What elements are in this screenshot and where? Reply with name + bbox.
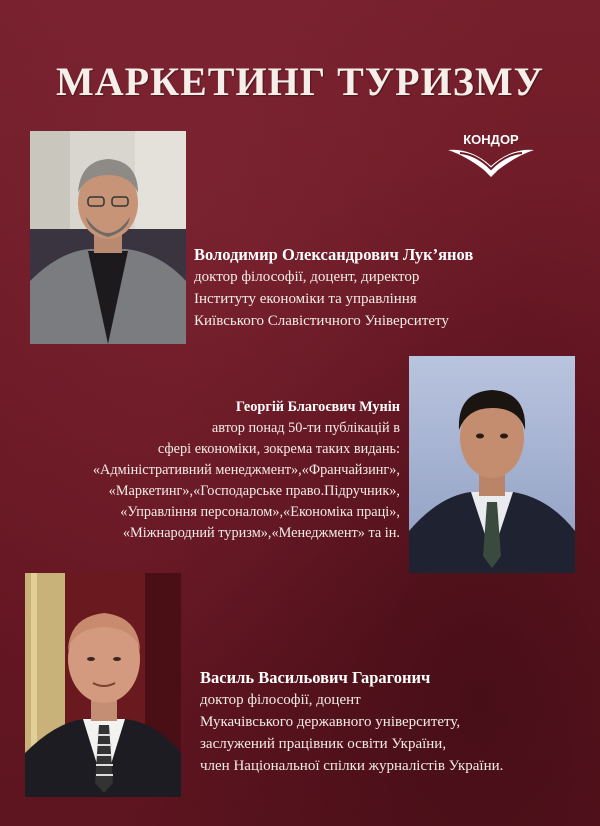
author-bio-line: доктор філософії, доцент	[200, 692, 361, 708]
author-bio-line: Київського Славістичного Університету	[194, 313, 449, 329]
author-photo-garagonych	[25, 573, 181, 797]
book-title: МАРКЕТИНГ ТУРИЗМУ	[56, 59, 544, 104]
author-bio-line: «Управління персоналом»,«Економіка праці»,	[120, 504, 400, 520]
author-bio-line: «Міжнародний туризм»,«Менеджмент» та ін.	[122, 525, 400, 541]
author-name: Георгій Благоєвич Мунін	[235, 399, 400, 415]
author-bio-line: «Маркетинг»,«Господарське право.Підручник»,	[108, 483, 400, 499]
author-bio-line: член Національної спілки журналістів України.	[200, 758, 504, 774]
author-bio-garagonych	[200, 667, 590, 777]
publisher-logo	[446, 132, 546, 180]
author-bio-line: Інституту економіки та управління	[194, 291, 417, 307]
author-bio-line: автор понад 50-ти публікацій в	[211, 420, 400, 436]
bird-wings-icon	[446, 144, 536, 178]
author-photo-lukianov	[30, 131, 186, 344]
author-name: Володимир Олександрович Лук’янов	[194, 245, 474, 264]
author-photo-munin	[409, 356, 575, 573]
author-name: Василь Васильович Гарагонич	[200, 668, 431, 687]
author-bio-munin	[20, 397, 400, 544]
publisher-name: КОНДОР	[463, 132, 519, 147]
author-bio-lukianov	[194, 244, 594, 332]
author-bio-line: заслужений працівник освіти України,	[200, 736, 447, 752]
author-bio-line: Мукачівського державного університету,	[200, 714, 461, 730]
author-bio-line: сфері економіки, зокрема таких видань:	[157, 441, 400, 457]
author-bio-line: доктор філософії, доцент, директор	[194, 269, 420, 285]
author-bio-line: «Адміністративний менеджмент»,«Франчайзинг»,	[92, 462, 400, 478]
